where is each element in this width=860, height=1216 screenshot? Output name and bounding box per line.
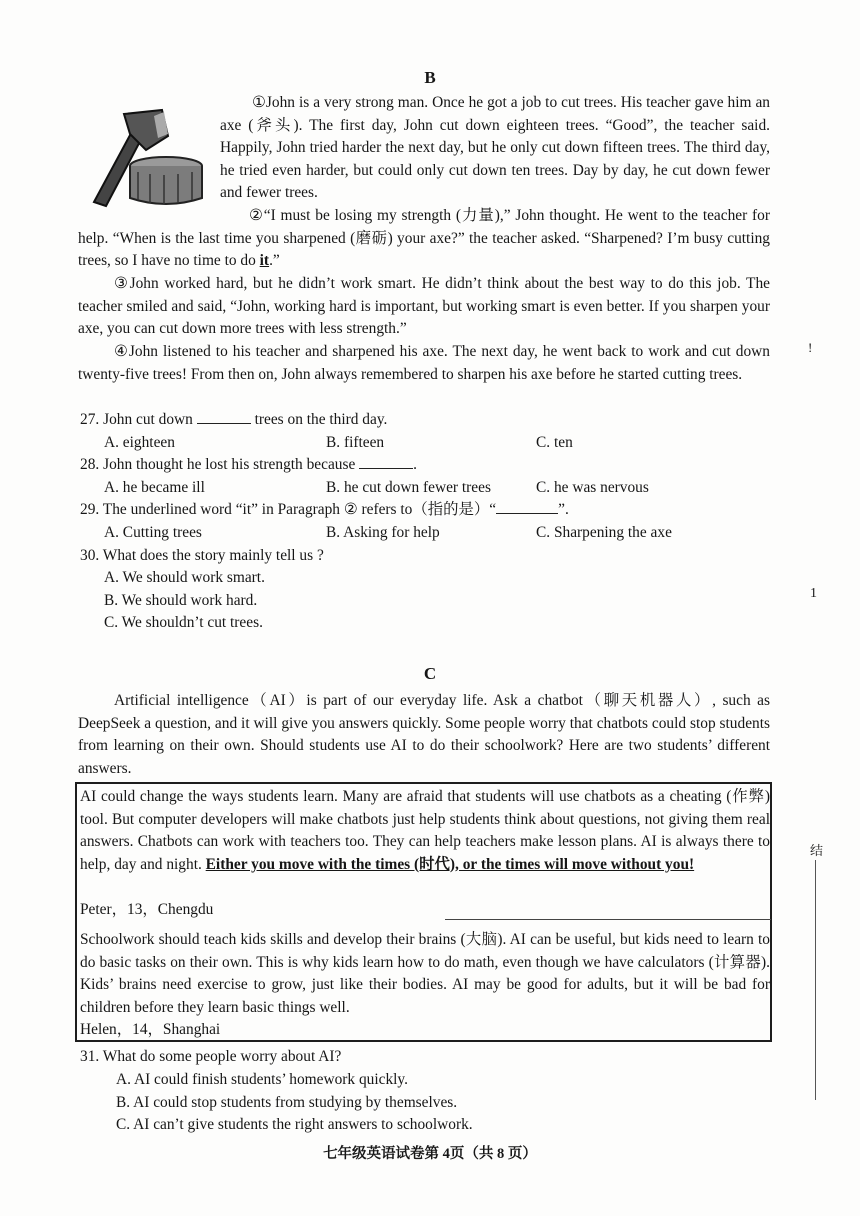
paragraph-4: ④John listened to his teacher and sharpened his axe. The next day, he went back to work and cut down twenty-five trees! From then on, John always remembered to sharpen his axe before he started cutting trees. (78, 343, 770, 383)
question-27 (80, 409, 387, 432)
q27-stem: 27. John cut down (80, 411, 193, 428)
section-c-intro: Artificial intelligence（AI）is part of our everyday life. Ask a chatbot（聊天机器人）, such as DeepSeek a question, and it will give you answers quickly. Some people worry that chatbots could stop students from learning on their own. Should students use AI to do their schoolwork? Here are two students’ different answers. (78, 692, 770, 777)
paragraph-2-end: .” (269, 252, 280, 270)
q28-option-a[interactable]: A. he became ill (104, 479, 205, 496)
margin-mark-2: 1 (810, 586, 817, 601)
q31-option-b[interactable]: B. AI could stop students from studying by themselves. (116, 1094, 458, 1111)
paragraph-3: ③John worked hard, but he didn’t work smart. He didn’t think about the best way to do this job. The teacher smiled and said, “John, working hard is important, but working smart is even better. If you sharpen your axe, you can cut down more trees with less strength.” (78, 275, 770, 338)
axe-stump-illustration (84, 106, 216, 208)
q28-blank[interactable] (359, 454, 413, 469)
q31-option-a[interactable]: A. AI could finish students’ homework quickly. (116, 1071, 408, 1088)
q27-stem-end: trees on the third day. (254, 411, 388, 428)
q28-stem: 28. John thought he lost his strength because (80, 456, 356, 473)
binding-line (815, 860, 816, 1100)
peter-opinion (80, 786, 770, 876)
paragraph-2-text: ②“I must be losing my strength (力量),” John thought. He went to the teacher for help. “When is the last time you sharpened (磨砺) your axe?” the teacher asked. “Sharpened? I’m busy cutting trees, so I have no time to do (78, 207, 770, 270)
q27-blank[interactable] (197, 409, 251, 424)
helen-opinion: Schoolwork should teach kids skills and develop their brains (大脑). AI can be useful, but kids need to learn to do basic tasks on their own. This is why kids learn how to do math, even though we have calculators (计算器). Kids’ brains need exercise to grow, just like their bodies. AI may be good for adults, but it will be bad for children before they learn basic things well. (80, 931, 770, 1016)
helen-signature: Helen，14，Shanghai (80, 1021, 221, 1038)
peter-signature: Peter，13，Chengdu (80, 901, 214, 918)
margin-mark-1: ! (808, 340, 813, 355)
peter-opinion-text: AI could change the ways students learn. Many are afraid that students will use chatbots as a cheating (作弊) tool. But computer developers will make chatbots just help students think about questions, not giving them real answers. Chatbots can work with teachers too. They can help teachers make lesson plans. AI is always there to help, day and night. (80, 788, 770, 873)
q29-option-b[interactable]: B. Asking for help (326, 524, 440, 541)
underlined-word-it: it (259, 252, 270, 270)
q29-option-a[interactable]: A. Cutting trees (104, 524, 202, 541)
paragraph-1: ①John is a very strong man. Once he got a job to cut trees. His teacher gave him an axe (斧头). The first day, John cut down eighteen trees. “Good”, the teacher said. Happily, John tried harder the next day, but he only cut down fifteen trees. The third day, he tried even harder, but could only cut down ten trees. Day by day, he cut down fewer and fewer trees. (220, 94, 770, 202)
question-31: 31. What do some people worry about AI? (80, 1048, 342, 1065)
q30-option-b[interactable]: B. We should work hard. (104, 592, 258, 609)
q30-option-c[interactable]: C. We shouldn’t cut trees. (104, 614, 263, 631)
q27-option-b[interactable]: B. fifteen (326, 434, 385, 451)
box-divider (445, 919, 771, 920)
q29-blank[interactable] (496, 499, 558, 514)
q30-option-a[interactable]: A. We should work smart. (104, 569, 265, 586)
q28-stem-end: . (413, 456, 418, 473)
question-28 (80, 454, 417, 477)
q29-stem-end: ”. (558, 501, 569, 518)
q27-option-c[interactable]: C. ten (536, 434, 573, 451)
q28-option-c[interactable]: C. he was nervous (536, 479, 649, 496)
page-footer: 七年级英语试卷第 4页（共 8 页） (323, 1146, 537, 1162)
section-c-heading: C (423, 664, 437, 683)
opinions-box (75, 782, 772, 1042)
question-29 (80, 499, 569, 522)
section-b-heading: B (424, 68, 436, 87)
q29-stem: 29. The underlined word “it” in Paragraph ② refers to（指的是）“ (80, 501, 497, 518)
margin-mark-3: 结 (810, 843, 824, 858)
q27-option-a[interactable]: A. eighteen (104, 434, 175, 451)
paragraph-2 (78, 205, 770, 273)
q28-option-b[interactable]: B. he cut down fewer trees (326, 479, 491, 496)
peter-opinion-bold: Either you move with the times (时代), or the times will move without you! (205, 855, 695, 873)
question-30: 30. What does the story mainly tell us ? (80, 547, 324, 564)
q29-option-c[interactable]: C. Sharpening the axe (536, 524, 672, 541)
q31-option-c[interactable]: C. AI can’t give students the right answers to schoolwork. (116, 1116, 473, 1133)
